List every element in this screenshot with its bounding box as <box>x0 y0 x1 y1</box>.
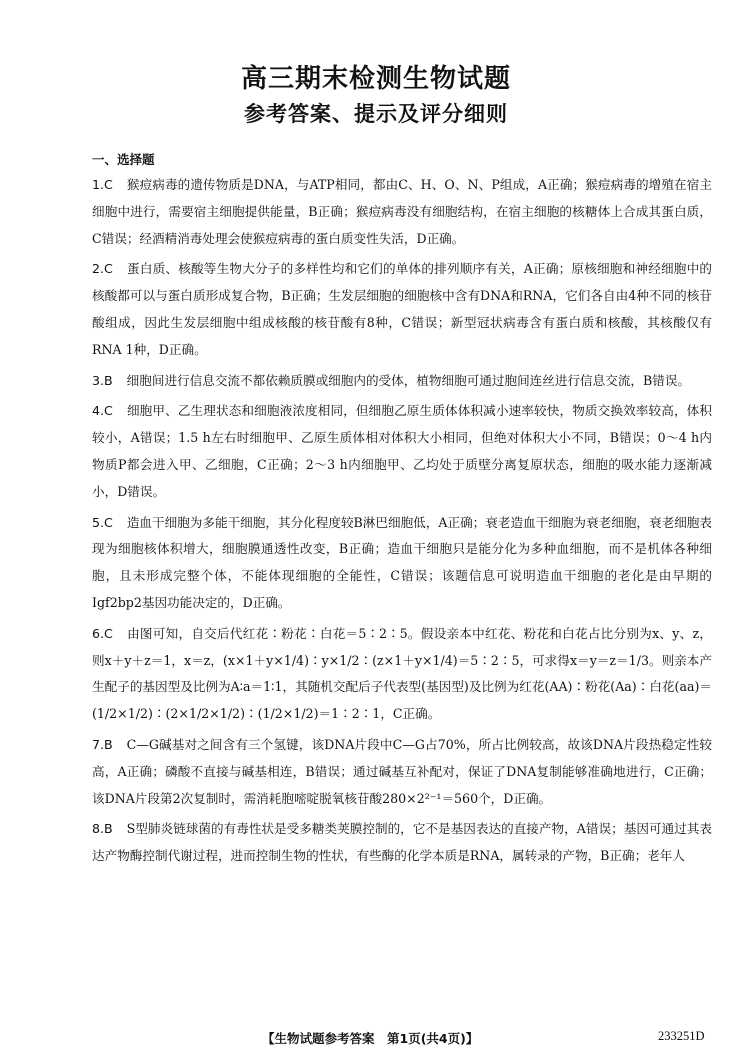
page-subtitle: 参考答案、提示及评分细则 <box>244 102 508 126</box>
answer-item <box>92 732 712 812</box>
answer-number: 1.C <box>92 177 113 192</box>
answer-item <box>92 816 712 870</box>
answer-list <box>92 172 712 874</box>
answer-number: 4.C <box>92 403 113 419</box>
answer-text: C—G碱基对之间含有三个氢键，该DNA片段中C—G占70%，所占比例较高，故该DNA片段热稳定性较高，A正确；磷酸不直接与碱基相连，B错误；通过碱基互补配对，保证了DNA复制能够准确地进行，C正确；该DNA片段第2次复制时，需消耗胞嘧啶脱氧核苷酸280×2²⁻¹＝560个，D正确。 <box>92 736 712 806</box>
answer-number: 3.B <box>92 372 113 388</box>
answer-item <box>92 368 712 395</box>
page-title: 高三期末检测生物试题 <box>240 64 511 94</box>
answer-text: 细胞间进行信息交流不都依赖质膜或细胞内的受体，植物细胞可通过胞间连丝进行信息交流，B错误。 <box>126 372 691 388</box>
answer-item <box>92 510 712 617</box>
answer-text: 猴痘病毒的遗传物质是DNA，与ATP相同，都由C、H、O、N、P组成，A正确；猴痘病毒的增殖在宿主细胞中进行，需要宿主细胞提供能量，B正确；猴痘病毒没有细胞结构，在宿主细胞的核糖体上合成其蛋白质，C错误；经酒精消毒处理会使猴痘病毒的蛋白质变性失活，D正确。 <box>92 177 712 246</box>
answer-text: 细胞甲、乙生理状态和细胞液浓度相同，但细胞乙原生质体体积减小速率较快，物质交换效率较高，体积较小，A错误；1.5 h左右时细胞甲、乙原生质体相对体积大小相同，但绝对体积大小不同，B错误；0～4 h内物质P都会进入甲、乙细胞，C正确；2～3 h内细胞甲、乙均处于质壁分离复原状态，细胞的吸水能力逐渐减小，D错误。 <box>92 403 712 499</box>
answer-number: 5.C <box>92 514 113 530</box>
answer-item <box>92 621 712 728</box>
answer-number: 2.C <box>92 261 113 277</box>
answer-number: 6.C <box>92 625 113 641</box>
answer-text: 由图可知，自交后代红花∶粉花∶白花＝5∶2∶5。假设亲本中红花、粉花和白花占比分别为x、y、z，则x＋y＋z＝1，x＝z，(x×1＋y×1/4)∶y×1/2∶(z×1＋y×1/4)＝5∶2∶5，可求得x＝y＝z＝1/3。则亲本产生配子的基因型及比例为A∶a＝1∶1，其随机交配后子代表型(基因型)及比例为红花(AA)∶粉花(Aa)∶白花(aa)＝(1/2×1/2)∶(2×1/2×1/2)∶(1/2×1/2)＝1∶2∶1，C正确。 <box>92 625 712 722</box>
answer-text: S型肺炎链球菌的有毒性状是受多糖类荚膜控制的，它不是基因表达的直接产物，A错误；基因可通过其表达产物酶控制代谢过程，进而控制生物的性状，有些酶的化学本质是RNA，属转录的产物，B正确；老年人 <box>92 821 712 864</box>
answer-number: 8.B <box>92 821 113 837</box>
answer-text: 造血干细胞为多能干细胞，其分化程度较B淋巴细胞低，A正确；衰老造血干细胞为衰老细胞，衰老细胞表现为细胞核体积增大，细胞膜通透性改变，B正确；造血干细胞只是能分化为多种血细胞，而不是机体各种细胞，且未形成完整个体，不能体现细胞的全能性，C错误；该题信息可说明造血干细胞的老化是由早期的Igf2bp2基因功能决定的，D正确。 <box>92 514 712 610</box>
answer-number: 7.B <box>92 736 113 752</box>
section-heading: 一、选择题 <box>92 152 155 167</box>
answer-item <box>92 256 712 363</box>
answer-item <box>92 172 712 252</box>
answer-text: 蛋白质、核酸等生物大分子的多样性均和它们的单体的排列顺序有关，A正确；原核细胞和神经细胞中的核酸都可以与蛋白质形成复合物，B正确；生发层细胞的细胞核中含有DNA和RNA，它们各自由4种不同的核苷酸组成，因此生发层细胞中组成核酸的核苷酸有8种，C错误；新型冠状病毒含有蛋白质和核酸，其核酸仅有RNA 1种，D正确。 <box>92 261 712 357</box>
document-code: 233251D <box>658 1029 705 1043</box>
answer-item <box>92 398 712 505</box>
footer-label: 【生物试题参考答案 第1页(共4页)】 <box>262 1031 479 1046</box>
